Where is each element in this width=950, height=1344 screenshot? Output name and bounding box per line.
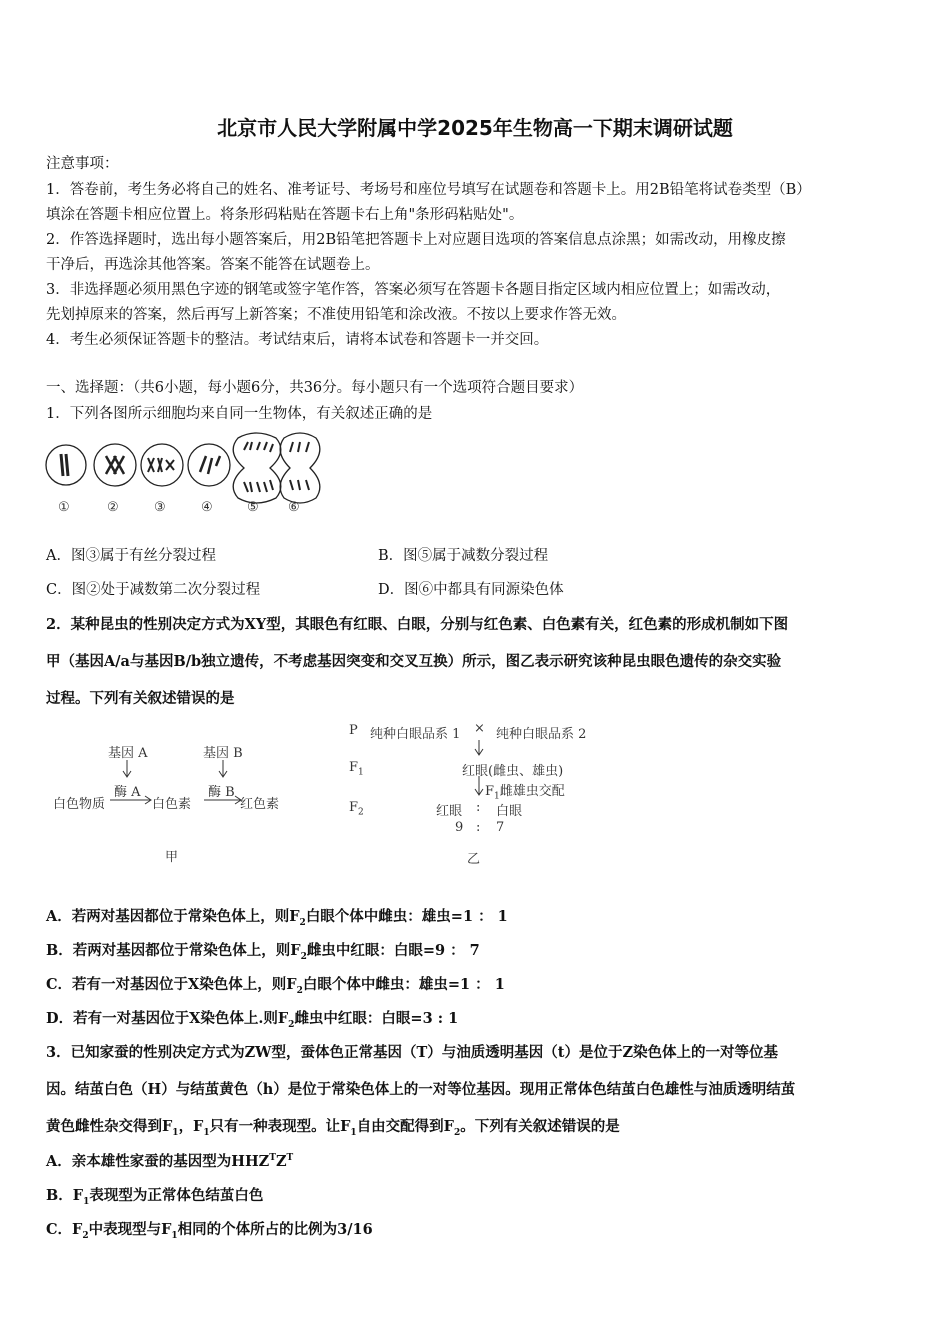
p-label: P [349, 723, 358, 738]
notice-line: 先划掉原来的答案，然后再写上新答案；不准使用铅笔和涂改液。不按以上要求作答无效。 [46, 307, 626, 323]
q2-option-c: C．若有一对基因位于X染色体上，则$F_2$白眼个体中雌虫：雄虫=1 ： 1 [46, 976, 505, 996]
figure-jia-label: 甲 [165, 850, 179, 865]
gene-a-label: 基因 A [108, 746, 148, 761]
q2-option-a: A．若两对基因都位于常染色体上，则$F_2$白眼个体中雌虫：雄虫=1 ： 1 [46, 908, 508, 928]
q2-stem-line: 过程。下列有关叙述错误的是 [46, 690, 235, 707]
gene-b-label: 基因 B [203, 746, 243, 761]
white-substance-label: 白色物质 [53, 797, 106, 812]
cell-4-icon [188, 444, 230, 486]
cell-5-icon [233, 433, 281, 503]
enzyme-b-label: 酶 B [208, 785, 235, 800]
q1-option-c: C．图②处于减数第二次分裂过程 [46, 582, 261, 598]
q2-stem-line: 2．某种昆虫的性别决定方式为XY型，其眼色有红眼、白眼，分别与红色素、白色素有关，红色素的形成机制如下图 [46, 616, 789, 633]
q1-option-d: D．图⑥中都具有同源染色体 [378, 582, 564, 598]
q1-stem: 1．下列各图所示细胞均来自同一生物体，有关叙述正确的是 [46, 406, 433, 422]
cell-6-icon [280, 433, 320, 503]
white-pigment-label: 白色素 [152, 797, 192, 812]
f2-colon: : [476, 820, 481, 835]
parent-2-label: 纯种白眼品系 2 [496, 727, 587, 742]
q3-option-c: C．$F_2$中表现型与$F_1$相同的个体所占的比例为3/16 [46, 1221, 373, 1241]
page-title: 北京市人民大学附属中学2025年生物高一下期末调研试题 [217, 116, 733, 140]
q3-stem-line: 3．已知家蚕的性别决定方式为ZW型，蚕体色正常基因（T）与油质透明基因（t）是位于Z染色体上的一对等位基 [46, 1044, 779, 1061]
enzyme-a-label: 酶 A [114, 785, 141, 800]
notice-line: 1．答卷前，考生务必将自己的姓名、准考证号、考场号和座位号填写在试题卷和答题卡上。用2B铅笔将试卷类型（B） [46, 182, 811, 198]
figure-yi-label: 乙 [467, 852, 481, 867]
cell-3-icon [141, 444, 183, 486]
notice-line: 干净后，再选涂其他答案。答案不能答在试题卷上。 [46, 257, 380, 273]
q2-option-b: B．若两对基因都位于常染色体上，则$F_2$雌虫中红眼：白眼=9 ： 7 [46, 942, 480, 962]
cell-division-figure [44, 430, 324, 525]
f1-cross-note: $F_1$雌雄虫交配 [485, 784, 565, 802]
section-heading: 一、选择题：（共6小题，每小题6分，共36分。每小题只有一个选项符合题目要求） [46, 380, 584, 396]
f1-phenotype: 红眼(雌虫、雄虫) [462, 764, 564, 779]
notice-line: 4．考生必须保证答题卡的整洁。考试结束后，请将本试卷和答题卡一并交回。 [46, 332, 549, 348]
red-pigment-label: 红色素 [240, 797, 280, 812]
cell-label: ⑥ [288, 500, 300, 515]
cross-symbol: × [474, 721, 485, 736]
f1-label: $F_1$ [349, 760, 364, 778]
cell-2-icon [94, 444, 136, 486]
q1-option-b: B．图⑤属于减数分裂过程 [378, 548, 549, 564]
notice-line: 填涂在答题卡相应位置上。将条形码粘贴在答题卡右上角"条形码粘贴处"。 [46, 207, 524, 223]
cell-label: ② [107, 500, 119, 515]
notice-line: 2．作答选择题时，选出每小题答案后，用2B铅笔把答题卡上对应题目选项的答案信息点涂黑；如需改动，用橡皮擦 [46, 232, 786, 248]
cell-label: ④ [201, 500, 213, 515]
cell-label: ⑤ [247, 500, 259, 515]
f2-white-count: 7 [496, 820, 505, 835]
notice-line: 3．非选择题必须用黑色字迹的钢笔或签字笔作答，答案必须写在答题卡各题目指定区域内相应位置上；如需改动， [46, 282, 781, 298]
q3-stem-line: 因。结茧白色（H）与结茧黄色（h）是位于常染色体上的一对等位基因。现用正常体色结茧白色雄性与油质透明结茧 [46, 1081, 796, 1098]
q1-option-a: A．图③属于有丝分裂过程 [46, 548, 216, 564]
f2-red-count: 9 [455, 820, 464, 835]
cell-label: ③ [154, 500, 166, 515]
q3-stem-line: 黄色雌性杂交得到$F_1$，$F_1$只有一种表现型。让$F_1$自由交配得到$F_2$。下列有关叙述错误的是 [46, 1118, 620, 1138]
q3-option-b: B．$F_1$表现型为正常体色结茧白色 [46, 1187, 264, 1207]
f2-red-label: 红眼 [436, 804, 463, 819]
parent-1-label: 纯种白眼品系 1 [370, 727, 461, 742]
f2-label: $F_2$ [349, 800, 364, 818]
cell-label: ① [58, 500, 70, 515]
q3-option-a: A．亲本雄性家蚕的基因型为$HHZ^TZ^T$ [46, 1153, 294, 1170]
q2-stem-line: 甲（基因A/a与基因B/b独立遗传，不考虑基因突变和交叉互换）所示，图乙表示研究该种昆虫眼色遗传的杂交实验 [46, 653, 782, 670]
cell-1-icon [46, 445, 86, 485]
notice-heading: 注意事项： [46, 156, 119, 172]
f2-colon: : [476, 800, 481, 815]
f2-white-label: 白眼 [496, 804, 523, 819]
q2-option-d: D．若有一对基因位于X染色体上.则$F_2$雌虫中红眼：白眼=3 : 1 [46, 1010, 459, 1030]
